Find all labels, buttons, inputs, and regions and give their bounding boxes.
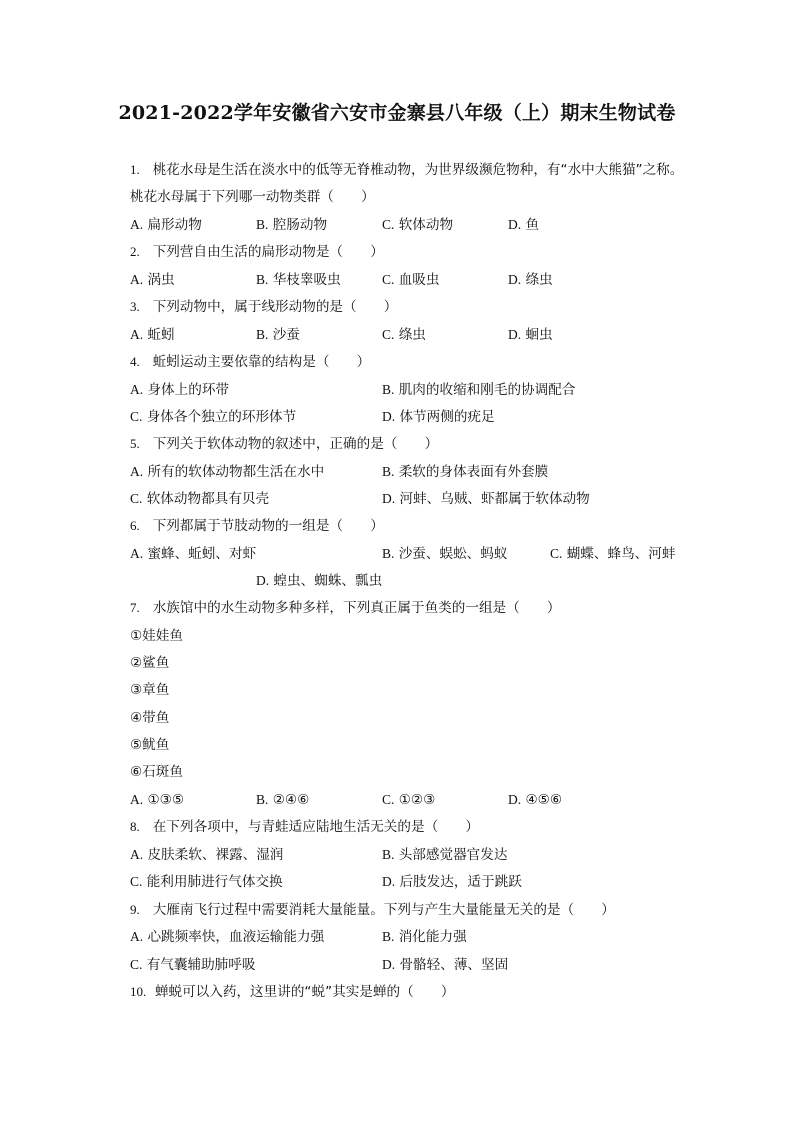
- list-item: ②鲨鱼: [130, 655, 170, 671]
- question-2: [130, 243, 384, 261]
- question-number: 10.: [130, 984, 147, 999]
- option-text: 消化能力强: [398, 929, 467, 945]
- question-number: 4.: [130, 354, 140, 369]
- option-text: 心跳频率快，血液运输能力强: [147, 929, 325, 945]
- question-stem: 大雁南飞行过程中需要消耗大量能量。下列与产生大量能量无关的是（ ）: [152, 902, 615, 918]
- option-b: [256, 271, 341, 289]
- question-3: [130, 298, 397, 316]
- option-letter: A.: [130, 464, 144, 479]
- option-d: [382, 490, 590, 508]
- list-item: ③章鱼: [130, 682, 170, 698]
- option-c: [550, 545, 675, 563]
- option-letter: B.: [382, 847, 395, 862]
- option-a: [130, 381, 229, 399]
- option-letter: B.: [382, 464, 395, 479]
- page-title: 2021-2022学年安徽省六安市金寨县八年级（上）期末生物试卷: [118, 102, 676, 124]
- option-text: 所有的软体动物都生活在水中: [147, 464, 325, 480]
- option-letter: B.: [382, 382, 395, 397]
- option-a: [130, 216, 202, 234]
- option-b: [382, 846, 507, 864]
- question-number: 3.: [130, 299, 140, 314]
- option-text: 蛔虫: [525, 327, 553, 343]
- option-text: 蝗虫、蜘蛛、瓢虫: [273, 573, 383, 589]
- option-text: 绦虫: [525, 272, 553, 288]
- option-letter: D.: [256, 573, 270, 588]
- question-stem: 下列动物中，属于线形动物的是（ ）: [152, 299, 398, 315]
- option-text: 后肢发达，适于跳跃: [399, 874, 522, 890]
- option-letter: D.: [508, 217, 522, 232]
- option-text: 血吸虫: [398, 272, 440, 288]
- question-9: [130, 901, 615, 919]
- list-item: ④带鱼: [130, 710, 170, 726]
- option-d: [508, 791, 562, 809]
- option-text: 肌肉的收缩和刚毛的协调配合: [398, 382, 576, 398]
- question-number: 8.: [130, 819, 140, 834]
- question-stem: 下列关于软体动物的叙述中，正确的是（ ）: [152, 436, 439, 452]
- option-letter: D.: [508, 272, 522, 287]
- question-stem: 在下列各项中，与青蛙适应陆地生活无关的是（ ）: [152, 819, 479, 835]
- option-a: [130, 928, 324, 946]
- option-letter: D.: [382, 491, 396, 506]
- option-c: [130, 956, 255, 974]
- option-text: 蝴蝶、蜂鸟、河蚌: [566, 546, 676, 562]
- option-text: 华枝睾吸虫: [272, 272, 341, 288]
- option-c: [382, 216, 453, 234]
- list-item: ①娃娃鱼: [130, 628, 183, 644]
- option-letter: C.: [382, 272, 395, 287]
- option-d: [382, 873, 522, 891]
- option-a: [130, 326, 175, 344]
- option-text: 沙蚕: [272, 327, 300, 343]
- option-c: [382, 271, 440, 289]
- option-c: [382, 326, 426, 344]
- option-letter: C.: [550, 546, 563, 561]
- option-letter: A.: [130, 792, 144, 807]
- option-b: [256, 791, 309, 809]
- option-c: [130, 490, 269, 508]
- option-text: 身体上的环带: [147, 382, 230, 398]
- question-number: 7.: [130, 600, 140, 615]
- option-c: [382, 791, 435, 809]
- option-text: 软体动物: [398, 217, 454, 233]
- question-4: [130, 353, 370, 371]
- question-stem: 桃花水母是生活在淡水中的低等无脊椎动物，为世界级濒危物种，有“水中大熊猫”之称。: [152, 162, 684, 178]
- question-number: 9.: [130, 902, 140, 917]
- option-b: [382, 463, 548, 481]
- question-1-stem-cont: 桃花水母属于下列哪一动物类群（ ）: [130, 189, 375, 205]
- question-number: 5.: [130, 436, 140, 451]
- option-letter: A.: [130, 847, 144, 862]
- option-a: [130, 545, 256, 563]
- option-letter: A.: [130, 272, 144, 287]
- option-text: ①③⑤: [147, 792, 185, 808]
- option-letter: C.: [130, 874, 143, 889]
- option-letter: C.: [130, 957, 143, 972]
- option-a: [130, 463, 324, 481]
- option-text: 河蚌、乌贼、虾都属于软体动物: [399, 491, 590, 507]
- question-stem: 下列营自由生活的扁形动物是（ ）: [152, 244, 384, 260]
- option-letter: B.: [382, 929, 395, 944]
- option-letter: B.: [382, 546, 395, 561]
- option-a: [130, 791, 184, 809]
- option-text: 扁形动物: [147, 217, 202, 233]
- option-letter: D.: [382, 957, 396, 972]
- option-c: [130, 873, 283, 891]
- option-text: 蜜蜂、蚯蚓、对虾: [147, 546, 257, 562]
- option-letter: D.: [508, 327, 522, 342]
- list-item: ⑥石斑鱼: [130, 764, 183, 780]
- option-a: [130, 271, 175, 289]
- option-letter: A.: [130, 217, 144, 232]
- option-letter: A.: [130, 929, 144, 944]
- list-item: ⑤鱿鱼: [130, 737, 170, 753]
- option-letter: C.: [382, 327, 395, 342]
- question-stem: 水族馆中的水生动物多种多样，下列真正属于鱼类的一组是（ ）: [152, 600, 561, 616]
- option-letter: C.: [382, 217, 395, 232]
- option-text: 绦虫: [398, 327, 426, 343]
- option-b: [382, 928, 467, 946]
- option-text: ④⑤⑥: [525, 792, 563, 808]
- option-text: 软体动物都具有贝壳: [146, 491, 270, 507]
- option-d: [382, 956, 508, 974]
- question-8: [130, 818, 479, 836]
- option-d: [508, 326, 553, 344]
- question-6: [130, 517, 384, 535]
- option-text: 柔软的身体表面有外套膜: [398, 464, 549, 480]
- option-text: ①②③: [398, 792, 436, 808]
- option-text: ②④⑥: [272, 792, 310, 808]
- option-letter: A.: [130, 327, 144, 342]
- option-text: 骨骼轻、薄、坚固: [399, 957, 509, 973]
- option-letter: B.: [256, 327, 269, 342]
- option-c: [130, 408, 296, 426]
- option-d: [256, 572, 382, 590]
- option-text: 腔肠动物: [272, 217, 328, 233]
- option-a: [130, 846, 283, 864]
- option-text: 头部感觉器官发达: [398, 847, 508, 863]
- option-b: [382, 545, 507, 563]
- option-letter: D.: [508, 792, 522, 807]
- option-text: 体节两侧的疣足: [399, 409, 495, 425]
- option-b: [382, 381, 575, 399]
- option-text: 有气囊辅助肺呼吸: [146, 957, 256, 973]
- question-number: 2.: [130, 244, 140, 259]
- question-number: 6.: [130, 518, 140, 533]
- option-letter: C.: [130, 491, 143, 506]
- question-stem: 蚯蚓运动主要依靠的结构是（ ）: [152, 354, 371, 370]
- question-7: [130, 599, 561, 617]
- option-letter: C.: [130, 409, 143, 424]
- question-stem: 下列都属于节肢动物的一组是（ ）: [152, 518, 384, 534]
- option-letter: D.: [382, 874, 396, 889]
- option-letter: C.: [382, 792, 395, 807]
- option-text: 涡虫: [147, 272, 175, 288]
- option-letter: B.: [256, 217, 269, 232]
- option-d: [382, 408, 495, 426]
- option-text: 身体各个独立的环形体节: [146, 409, 297, 425]
- option-text: 能利用肺进行气体交换: [146, 874, 283, 890]
- question-5: [130, 435, 438, 453]
- question-1: [130, 161, 683, 179]
- option-letter: D.: [382, 409, 396, 424]
- option-b: [256, 326, 300, 344]
- option-text: 鱼: [525, 217, 540, 233]
- option-text: 沙蚕、蜈蚣、蚂蚁: [398, 546, 508, 562]
- option-text: 皮肤柔软、裸露、湿润: [147, 847, 284, 863]
- option-d: [508, 216, 539, 234]
- option-letter: B.: [256, 272, 269, 287]
- option-text: 蚯蚓: [147, 327, 175, 343]
- question-number: 1.: [130, 162, 140, 177]
- question-10: [130, 983, 454, 1001]
- option-letter: B.: [256, 792, 269, 807]
- option-d: [508, 271, 553, 289]
- option-letter: A.: [130, 546, 144, 561]
- option-letter: A.: [130, 382, 144, 397]
- question-stem: 蝉蜕可以入药，这里讲的“蜕”其实是蝉的（ ）: [154, 984, 455, 1000]
- option-b: [256, 216, 327, 234]
